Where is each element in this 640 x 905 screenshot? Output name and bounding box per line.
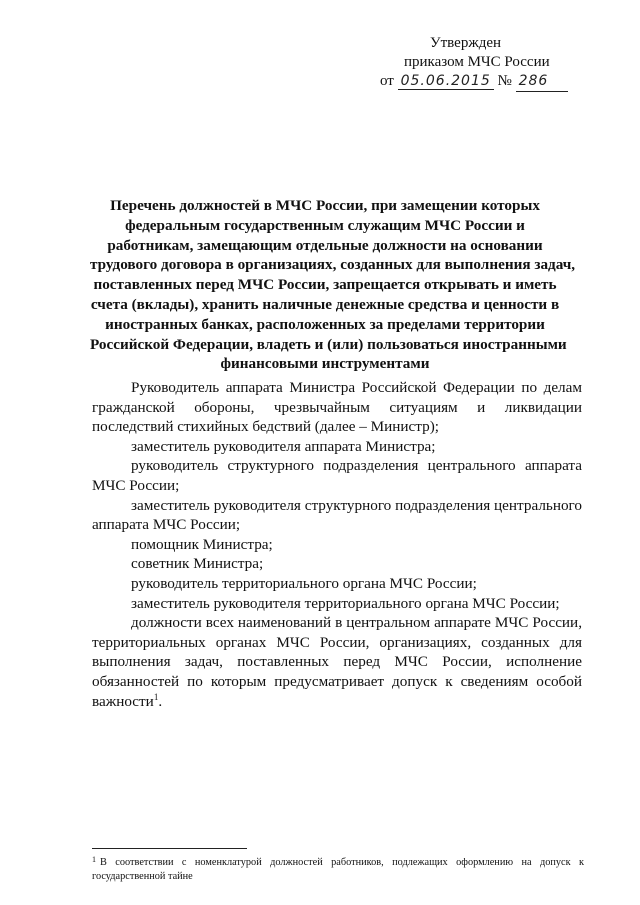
last-paragraph-tail: . <box>158 692 163 710</box>
list-item: заместитель руководителя территориального органа МЧС России; <box>131 594 560 612</box>
title-line: финансовыми инструментами <box>220 355 430 373</box>
title-line: счета (вклады), хранить наличные денежные средства и ценности в <box>90 295 560 313</box>
footnote-mark: 1 <box>92 855 96 864</box>
title-line: федеральным государственным служащим МЧС России и <box>125 216 525 234</box>
document-body <box>92 378 582 711</box>
approval-number-label: № <box>497 73 512 89</box>
title-line: трудового договора в организациях, созданных для выполнения задач, <box>90 256 576 274</box>
title-line: работникам, замещающим отдельные должности на основании <box>107 236 543 254</box>
title-line: поставленных перед МЧС России, запрещается открывать и иметь <box>93 276 557 294</box>
title-line: Российской Федерации, владеть и (или) пользоваться иностранными <box>90 335 567 353</box>
title-line: иностранных банках, расположенных за пределами территории <box>105 315 545 333</box>
title-line: Перечень должностей в МЧС России, при замещении которых <box>110 197 540 214</box>
approval-date-line <box>380 72 600 92</box>
approval-approved-label: Утвержден <box>430 35 502 51</box>
list-item: заместитель руководителя структурного подразделения центрального аппарата МЧС России; <box>92 496 582 534</box>
list-item: заместитель руководителя аппарата Министра; <box>131 437 436 455</box>
position-list <box>92 378 582 613</box>
list-item: руководитель структурного подразделения центрального аппарата МЧС России; <box>92 457 582 494</box>
last-paragraph-text: должности всех наименований в центральном аппарате МЧС России, территориальных органах МЧС России, организациях, созданных для выполнения задач, поставленных перед МЧС России, исполнение обязанностей по которым предусматривает допуск к сведениям особой важности <box>92 614 582 710</box>
footnote <box>92 853 584 884</box>
footnote-text: В соответствии с номенклатурой должностей работников, подлежащих оформлению на допуск к государственной тайне <box>92 857 584 882</box>
approval-date-handwritten: 05.06.2015 <box>398 73 494 90</box>
list-item-last <box>92 613 582 711</box>
approval-block <box>380 34 600 92</box>
list-item: руководитель территориального органа МЧС России; <box>131 574 477 592</box>
list-item: Руководитель аппарата Министра Российской Федерации по делам гражданской обороны, чрезвычайным ситуациям и ликвидации последствий стихийных бедствий (далее – Министр); <box>92 379 582 436</box>
footnote-divider <box>92 848 247 849</box>
footnote-reference: 1 <box>153 691 159 702</box>
approval-from-label: от <box>380 73 394 89</box>
approval-order-label: приказом МЧС России <box>404 54 550 70</box>
document-title <box>90 196 576 374</box>
list-item: помощник Министра; <box>131 535 273 553</box>
approval-number-handwritten: 286 <box>516 72 568 92</box>
list-item: советник Министра; <box>131 555 264 573</box>
